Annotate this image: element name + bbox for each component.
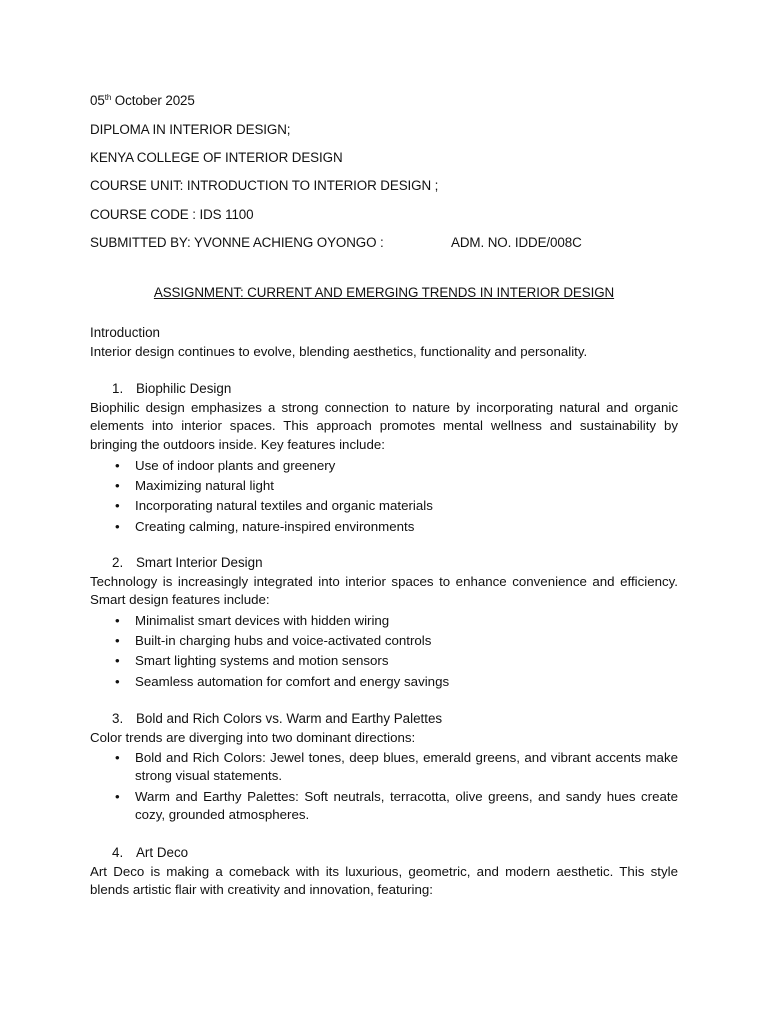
- section-title: Art Deco: [136, 845, 189, 860]
- bullet-label: Bold and Rich Colors: [135, 750, 263, 765]
- header-course-code: COURSE CODE : IDS 1100: [90, 207, 254, 222]
- header-submitted-by: SUBMITTED BY: YVONNE ACHIENG OYONGO :: [90, 235, 384, 250]
- bullet-dot: •: [115, 788, 120, 804]
- bullet-list-colors: [112, 749, 678, 826]
- section-number: 4.: [112, 845, 124, 860]
- bullet-dot: •: [115, 518, 120, 534]
- intro-text: Interior design continues to evolve, blending aesthetics, functionality and personality.: [90, 344, 588, 359]
- section-text-art-deco: Art Deco is making a comeback with its luxurious, geometric, and modern aesthetic. This style blends artistic flair with creativity and innovation, featuring:: [90, 864, 678, 898]
- section-heading-art-deco: [112, 845, 188, 860]
- section-number: 3.: [112, 711, 124, 726]
- bullet-dot: •: [115, 673, 120, 689]
- bullet-dot: •: [115, 498, 120, 514]
- list-item: • Warm and Earthy Palettes: Soft neutrals, terracotta, olive greens, and sandy hues create cozy, grounded atmospheres.: [115, 788, 678, 822]
- section-text-biophilic: Biophilic design emphasizes a strong connection to nature by incorporating natural and organic elements into interior spaces. This approach promotes mental wellness and sustainability by bringing the outdoors inside. Key features include:: [90, 400, 678, 452]
- section-number: 2.: [112, 555, 124, 570]
- section-title: Bold and Rich Colors vs. Warm and Earthy Palettes: [136, 711, 443, 726]
- bullet-dot: •: [115, 478, 120, 494]
- date-rest: October 2025: [111, 93, 195, 108]
- list-item: • Minimalist smart devices with hidden wiring: [112, 612, 678, 630]
- bullet-list-smart: [112, 612, 678, 693]
- header-course-unit: COURSE UNIT: INTRODUCTION TO INTERIOR DESIGN ;: [90, 178, 439, 193]
- header-diploma: DIPLOMA IN INTERIOR DESIGN;: [90, 122, 291, 137]
- list-item: • Seamless automation for comfort and energy savings: [112, 673, 678, 691]
- bullet-dot: •: [115, 458, 120, 473]
- date-line: [90, 93, 195, 108]
- section-title: Biophilic Design: [136, 381, 232, 396]
- bullet-dot: •: [115, 633, 120, 649]
- section-text-smart: Technology is increasingly integrated into interior spaces to enhance convenience and efficiency. Smart design features include:: [90, 574, 678, 608]
- bullet-dot: •: [115, 653, 120, 669]
- section-heading-smart: [112, 555, 263, 570]
- list-item: • Smart lighting systems and motion sensors: [112, 652, 678, 670]
- intro-heading: Introduction: [90, 325, 160, 340]
- section-title: Smart Interior Design: [136, 555, 263, 570]
- date-superscript: th: [104, 93, 112, 102]
- list-item: • Built-in charging hubs and voice-activated controls: [112, 632, 678, 650]
- bullet-dot: •: [115, 613, 120, 628]
- assignment-title: ASSIGNMENT: CURRENT AND EMERGING TRENDS IN INTERIOR DESIGN: [153, 285, 615, 300]
- bullet-list-biophilic: [112, 457, 678, 538]
- header-college: KENYA COLLEGE OF INTERIOR DESIGN: [90, 150, 343, 165]
- section-heading-colors: [112, 711, 442, 726]
- section-text-colors: Color trends are diverging into two dominant directions:: [90, 730, 416, 745]
- bullet-dot: •: [115, 750, 120, 765]
- header-adm-no: ADM. NO. IDDE/008C: [451, 235, 582, 250]
- section-number: 1.: [112, 381, 124, 396]
- list-item: • Creating calming, nature-inspired environments: [112, 518, 678, 536]
- list-item: • Maximizing natural light: [112, 477, 678, 495]
- section-heading-biophilic: [112, 381, 231, 396]
- list-item: • Use of indoor plants and greenery: [112, 457, 678, 475]
- list-item: • Bold and Rich Colors: Jewel tones, deep blues, emerald greens, and vibrant accents make strong visual statements.: [115, 750, 678, 784]
- bullet-label: Warm and Earthy Palettes: [135, 788, 296, 804]
- list-item: • Incorporating natural textiles and organic materials: [112, 497, 678, 515]
- date-day: 05: [90, 93, 105, 108]
